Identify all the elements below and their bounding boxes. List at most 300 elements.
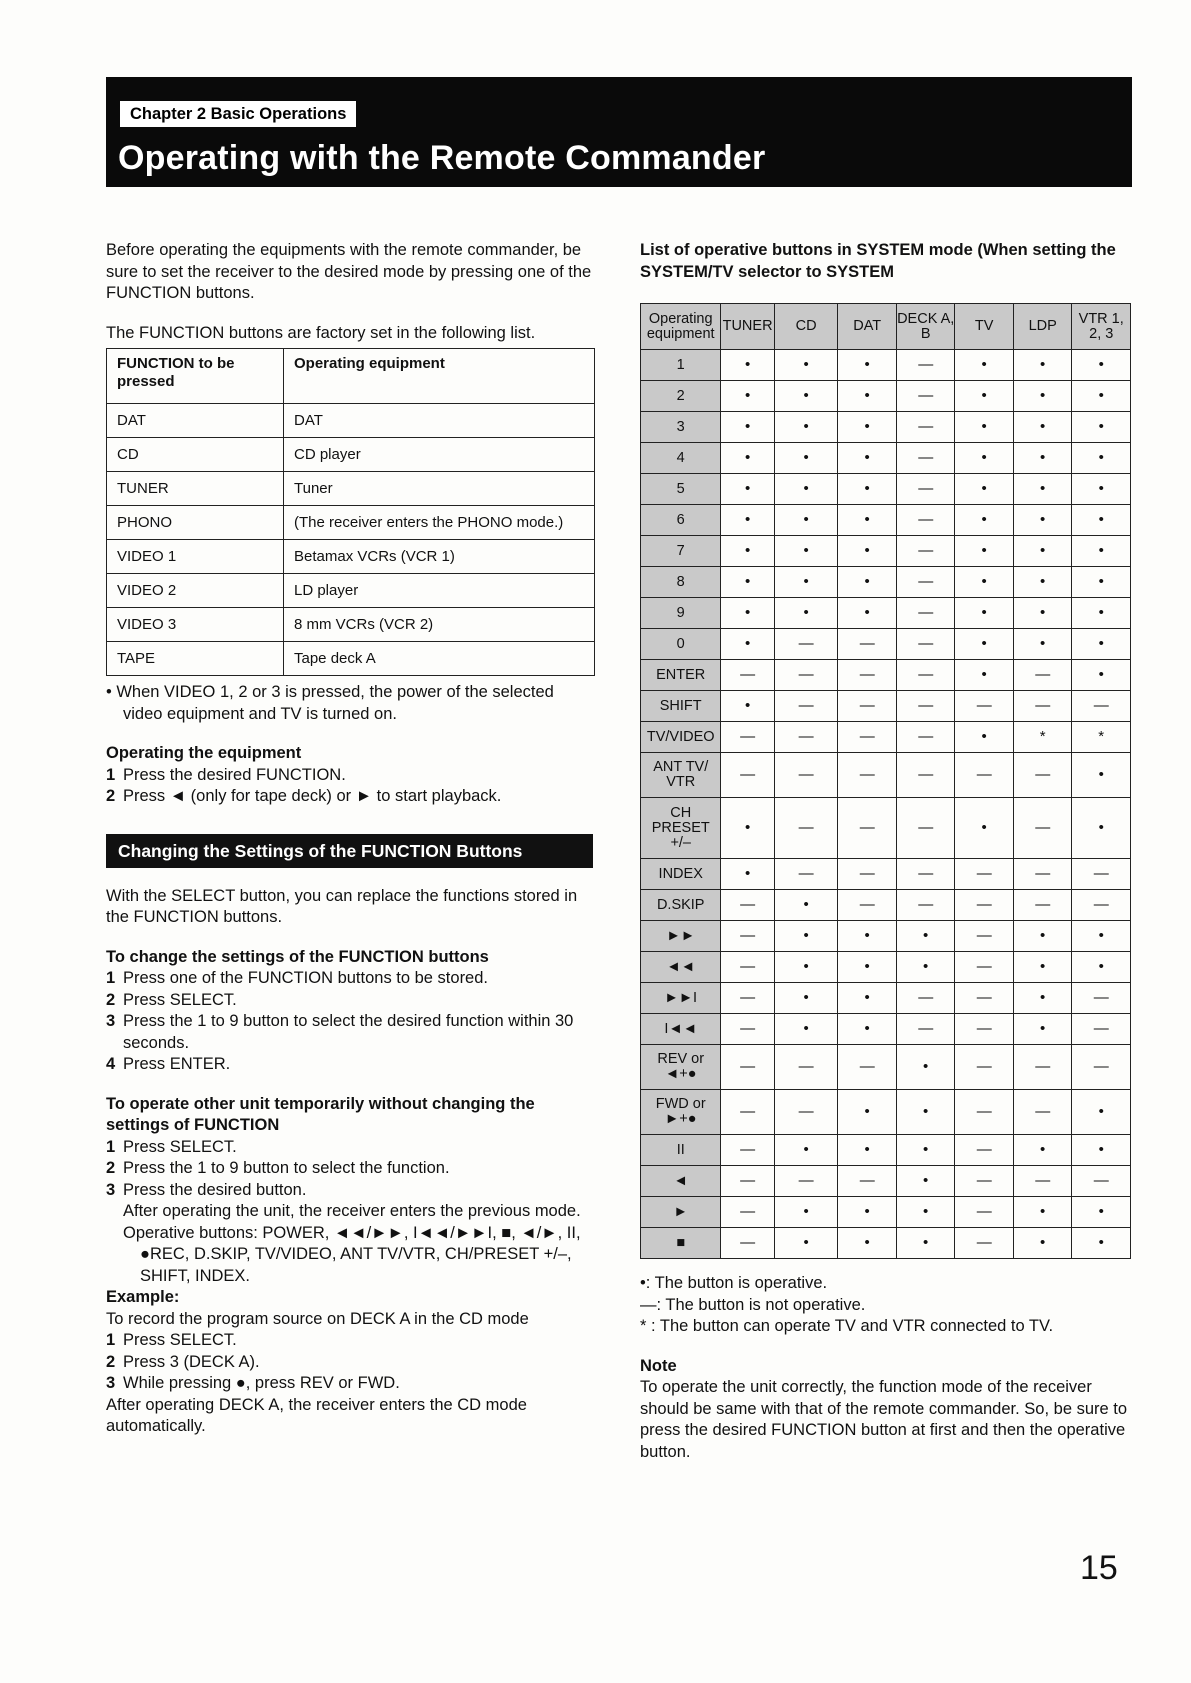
sys-cell-value: — [955, 983, 1014, 1014]
sys-cell-value: • [774, 505, 838, 536]
sys-table-row [641, 381, 1131, 412]
sys-row-label: ENTER [641, 660, 721, 691]
sys-cell-value: — [721, 1197, 774, 1228]
fn-cell-function: TUNER [107, 472, 284, 506]
sys-cell-value: — [896, 350, 955, 381]
fn-cell-function: CD [107, 438, 284, 472]
sys-cell-value: • [774, 412, 838, 443]
sys-cell-value: • [774, 952, 838, 983]
sys-cell-value: • [955, 381, 1014, 412]
sys-cell-value: • [1013, 1228, 1072, 1259]
sys-cell-value: — [838, 859, 897, 890]
step-number: 2 [106, 1159, 116, 1177]
sys-cell-value: • [1013, 350, 1072, 381]
sys-cell-value: — [896, 890, 955, 921]
sys-cell-value: — [774, 859, 838, 890]
sys-cell-value: • [1013, 983, 1072, 1014]
step-number: 3 [106, 1374, 116, 1392]
step-item [106, 1137, 596, 1159]
sys-cell-value: • [838, 1014, 897, 1045]
sys-cell-value: • [774, 1228, 838, 1259]
sys-cell-value: • [955, 350, 1014, 381]
fn-table-row [107, 472, 595, 506]
sys-cell-value: • [896, 1045, 955, 1090]
step-text: Press SELECT. [123, 1331, 237, 1349]
list-title: List of operative buttons in SYSTEM mode (When setting the SYSTEM/TV selector to SYSTEM [640, 241, 1116, 281]
fn-table-row [107, 608, 595, 642]
step-text: Press the desired FUNCTION. [123, 765, 346, 784]
sys-cell-value: — [838, 798, 897, 859]
step-number: 2 [106, 787, 116, 805]
sys-cell-value: — [955, 1166, 1014, 1197]
step-number: 1 [106, 969, 116, 987]
sys-cell-value: • [1072, 1197, 1131, 1228]
sys-cell-value: — [955, 1197, 1014, 1228]
sys-cell-value: — [721, 1135, 774, 1166]
sys-row-label: 4 [641, 443, 721, 474]
sys-cell-value: • [838, 381, 897, 412]
step-item [106, 1180, 596, 1202]
sys-cell-value: — [838, 722, 897, 753]
sys-cell-value: • [774, 350, 838, 381]
sys-cell-value: — [896, 983, 955, 1014]
example-steps [106, 1330, 596, 1395]
sys-cell-value: • [1072, 505, 1131, 536]
sys-row-label: D.SKIP [641, 890, 721, 921]
sys-cell-value: • [1013, 629, 1072, 660]
sys-cell-value: — [721, 722, 774, 753]
sys-cell-value: • [838, 350, 897, 381]
sys-header-cell: DAT [838, 304, 897, 350]
sys-cell-value: — [1072, 983, 1131, 1014]
fn-cell-function: TAPE [107, 642, 284, 676]
note-heading: Note [640, 1356, 677, 1375]
sys-row-label: II [641, 1135, 721, 1166]
sys-cell-value: — [955, 952, 1014, 983]
sys-cell-value: — [721, 921, 774, 952]
step-text: Press SELECT. [123, 990, 237, 1009]
sys-cell-value: — [955, 890, 1014, 921]
step-text: Press one of the FUNCTION buttons to be stored. [123, 969, 488, 987]
sys-cell-value: — [1013, 1045, 1072, 1090]
sys-cell-value: — [896, 753, 955, 798]
sys-cell-value: — [955, 1045, 1014, 1090]
function-table-body [107, 404, 595, 676]
sys-cell-value: — [721, 1166, 774, 1197]
sys-cell-value: — [1013, 798, 1072, 859]
note-text: To operate the unit correctly, the function mode of the receiver should be same with that of the remote commander. So, be sure to press the desired FUNCTION button at first and then the operative button. [640, 1378, 1128, 1461]
step-text: Press 3 (DECK A). [123, 1352, 260, 1371]
sys-row-label: ►► [641, 921, 721, 952]
video-note: • When VIDEO 1, 2 or 3 is pressed, the power of the selected video equipment and TV is turned on. [106, 683, 554, 723]
fn-header-equipment: Operating equipment [284, 349, 595, 404]
sys-cell-value: • [838, 567, 897, 598]
sys-cell-value: • [1072, 412, 1131, 443]
sys-cell-value: • [955, 443, 1014, 474]
step-text: Press SELECT. [123, 1137, 237, 1156]
sys-cell-value: • [774, 536, 838, 567]
sys-cell-value: • [838, 952, 897, 983]
step-text: While pressing ●, press REV or FWD. [123, 1374, 400, 1392]
sys-cell-value: • [1013, 412, 1072, 443]
sys-cell-value: — [838, 1166, 897, 1197]
sys-cell-value: — [955, 1090, 1014, 1135]
step-item [106, 765, 596, 787]
sys-cell-value: • [1013, 1135, 1072, 1166]
fn-cell-equipment: Tape deck A [284, 642, 595, 676]
sys-cell-value: • [1072, 443, 1131, 474]
step-number: 3 [106, 1180, 116, 1199]
sys-cell-value: — [838, 629, 897, 660]
sys-cell-value: • [1072, 598, 1131, 629]
sys-cell-value: • [896, 1090, 955, 1135]
sys-cell-value: — [896, 381, 955, 412]
sys-cell-value: — [838, 890, 897, 921]
sys-cell-value: • [1072, 753, 1131, 798]
step-item [106, 1158, 596, 1180]
sys-cell-value: — [896, 859, 955, 890]
select-intro: With the SELECT button, you can replace the functions stored in the FUNCTION buttons. [106, 886, 578, 926]
sys-cell-value: • [955, 722, 1014, 753]
sys-cell-value: • [774, 567, 838, 598]
fn-table-row [107, 540, 595, 574]
sys-header-cell: TUNER [721, 304, 774, 350]
sys-table-row [641, 412, 1131, 443]
function-table [106, 348, 595, 676]
sys-cell-value: — [838, 1045, 897, 1090]
change-heading: To change the settings of the FUNCTION buttons [106, 947, 489, 966]
sys-cell-value: • [955, 660, 1014, 691]
sys-table-row [641, 660, 1131, 691]
sys-table-row [641, 859, 1131, 890]
fn-header-function: FUNCTION to be pressed [107, 349, 284, 404]
sys-cell-value: • [838, 412, 897, 443]
sys-table-row [641, 1090, 1131, 1135]
sys-row-label: ◄ [641, 1166, 721, 1197]
sys-table-row [641, 443, 1131, 474]
sys-table-row [641, 691, 1131, 722]
chapter-header [106, 77, 1132, 187]
sys-cell-value: — [896, 691, 955, 722]
step-text: Press ◄ (only for tape deck) or ► to start playback. [123, 787, 502, 805]
sys-cell-value: — [896, 567, 955, 598]
sys-cell-value: • [721, 567, 774, 598]
sys-cell-value: • [896, 952, 955, 983]
sys-row-label: 1 [641, 350, 721, 381]
sys-row-label: 9 [641, 598, 721, 629]
step-text: Press the 1 to 9 button to select the desired function within 30 seconds. [123, 1012, 574, 1052]
sys-cell-value: • [1072, 536, 1131, 567]
factory-text: The FUNCTION buttons are factory set in the following list. [106, 323, 536, 342]
sys-cell-value: — [896, 598, 955, 629]
step-number: 1 [106, 765, 116, 784]
sys-cell-value: • [955, 798, 1014, 859]
sys-cell-value: — [896, 443, 955, 474]
sys-header-cell: DECK A, B [896, 304, 955, 350]
sys-row-label: 5 [641, 474, 721, 505]
sys-cell-value: — [896, 505, 955, 536]
sys-cell-value: — [896, 1014, 955, 1045]
sys-row-label: 0 [641, 629, 721, 660]
system-table-header [641, 304, 1131, 350]
sys-cell-value: — [721, 952, 774, 983]
sys-cell-value: • [955, 629, 1014, 660]
sys-table-row [641, 798, 1131, 859]
sys-cell-value: • [838, 1090, 897, 1135]
sys-table-row [641, 505, 1131, 536]
sys-cell-value: • [774, 598, 838, 629]
sys-row-label: ■ [641, 1228, 721, 1259]
chapter-label: Chapter 2 Basic Operations [120, 101, 356, 127]
sys-row-label: FWD or ►+● [641, 1090, 721, 1135]
sys-cell-value: • [1013, 536, 1072, 567]
sys-cell-value: — [721, 1045, 774, 1090]
legend [640, 1273, 1132, 1338]
fn-cell-function: PHONO [107, 506, 284, 540]
sys-cell-value: • [721, 443, 774, 474]
fn-cell-equipment: 8 mm VCRs (VCR 2) [284, 608, 595, 642]
sys-row-label: 6 [641, 505, 721, 536]
sys-cell-value: • [1013, 921, 1072, 952]
sys-cell-value: • [838, 505, 897, 536]
sys-cell-value: • [1013, 443, 1072, 474]
sys-cell-value: • [721, 505, 774, 536]
sys-table-row [641, 1197, 1131, 1228]
temp-after: After operating the unit, the receiver enters the previous mode. [123, 1202, 581, 1220]
step-item [106, 1054, 596, 1076]
fn-table-row [107, 404, 595, 438]
sys-table-row [641, 890, 1131, 921]
page-title: Operating with the Remote Commander [118, 139, 766, 177]
sys-cell-value: — [1072, 691, 1131, 722]
sys-cell-value: • [1072, 1135, 1131, 1166]
sys-cell-value: • [721, 691, 774, 722]
fn-cell-equipment: DAT [284, 404, 595, 438]
sys-cell-value: • [721, 474, 774, 505]
sys-table-row [641, 536, 1131, 567]
sys-cell-value: • [1013, 381, 1072, 412]
example-after: After operating DECK A, the receiver enters the CD mode automatically. [106, 1395, 527, 1435]
sys-table-row [641, 1135, 1131, 1166]
sys-cell-value: — [721, 1090, 774, 1135]
sys-table-row [641, 350, 1131, 381]
sys-cell-value: • [721, 412, 774, 443]
step-item [106, 1352, 596, 1374]
sys-cell-value: • [1072, 629, 1131, 660]
sys-cell-value: — [896, 536, 955, 567]
sys-table-row [641, 722, 1131, 753]
sys-cell-value: • [774, 1014, 838, 1045]
sys-cell-value: — [774, 753, 838, 798]
step-number: 1 [106, 1331, 116, 1349]
step-text: Press the desired button. [123, 1180, 307, 1199]
sys-table-row [641, 1228, 1131, 1259]
sys-header-cell: VTR 1, 2, 3 [1072, 304, 1131, 350]
sys-cell-value: • [896, 1166, 955, 1197]
sys-cell-value: • [1013, 474, 1072, 505]
sys-cell-value: • [721, 381, 774, 412]
sys-cell-value: • [1013, 505, 1072, 536]
sys-row-label: I◄◄ [641, 1014, 721, 1045]
fn-cell-equipment: LD player [284, 574, 595, 608]
step-number: 4 [106, 1055, 116, 1073]
sys-cell-value: • [955, 567, 1014, 598]
sys-row-label: ►►I [641, 983, 721, 1014]
sys-cell-value: • [721, 629, 774, 660]
sys-cell-value: — [896, 412, 955, 443]
system-table-body [641, 350, 1131, 1259]
operating-heading: Operating the equipment [106, 744, 302, 762]
fn-table-row [107, 642, 595, 676]
sys-row-label: REV or ◄+● [641, 1045, 721, 1090]
sys-cell-value: • [721, 859, 774, 890]
step-number: 1 [106, 1137, 116, 1156]
step-number: 2 [106, 990, 116, 1009]
sys-table-row [641, 598, 1131, 629]
sys-row-label: ► [641, 1197, 721, 1228]
sys-cell-value: — [896, 474, 955, 505]
sys-cell-value: — [721, 753, 774, 798]
sys-cell-value: • [1072, 660, 1131, 691]
sys-cell-value: • [838, 983, 897, 1014]
fn-cell-equipment: CD player [284, 438, 595, 472]
sys-cell-value: — [774, 722, 838, 753]
sys-cell-value: • [838, 921, 897, 952]
step-item [106, 786, 596, 808]
step-item [106, 1373, 596, 1395]
sys-cell-value: — [774, 1166, 838, 1197]
sys-cell-value: • [1013, 1197, 1072, 1228]
sys-cell-value: • [896, 1197, 955, 1228]
sys-cell-value: — [1072, 1166, 1131, 1197]
sys-cell-value: • [838, 1135, 897, 1166]
sys-cell-value: — [955, 753, 1014, 798]
fn-cell-function: VIDEO 2 [107, 574, 284, 608]
sys-row-label: 7 [641, 536, 721, 567]
sys-cell-value: • [838, 474, 897, 505]
sys-cell-value: — [721, 983, 774, 1014]
sys-cell-value: • [838, 1197, 897, 1228]
sys-row-label: SHIFT [641, 691, 721, 722]
sys-header-cell: Operating equipment [641, 304, 721, 350]
sys-cell-value: • [955, 412, 1014, 443]
sys-table-row [641, 921, 1131, 952]
example-heading: Example: [106, 1288, 180, 1306]
sys-cell-value: • [1072, 1090, 1131, 1135]
sys-cell-value: — [955, 1135, 1014, 1166]
sys-table-row [641, 952, 1131, 983]
sys-cell-value: — [955, 691, 1014, 722]
sys-table-row [641, 567, 1131, 598]
sys-cell-value: — [1013, 1166, 1072, 1197]
sys-cell-value: — [955, 1014, 1014, 1045]
step-item [106, 1330, 596, 1352]
sys-table-row [641, 1045, 1131, 1090]
sys-cell-value: — [721, 890, 774, 921]
legend-operative: •: The button is operative. [640, 1274, 828, 1292]
sys-header-cell: TV [955, 304, 1014, 350]
sys-cell-value: — [1072, 890, 1131, 921]
sys-cell-value: • [1013, 598, 1072, 629]
sys-row-label: 3 [641, 412, 721, 443]
sys-cell-value: — [1072, 859, 1131, 890]
sys-cell-value: • [774, 1197, 838, 1228]
sys-row-label: ◄◄ [641, 952, 721, 983]
sys-cell-value: — [896, 722, 955, 753]
sys-table-row [641, 1014, 1131, 1045]
sys-cell-value: — [1013, 859, 1072, 890]
sys-cell-value: • [1072, 474, 1131, 505]
sys-cell-value: — [721, 1228, 774, 1259]
fn-table-row [107, 574, 595, 608]
step-number: 3 [106, 1012, 116, 1030]
sys-cell-value: — [955, 1228, 1014, 1259]
section-title: Changing the Settings of the FUNCTION Buttons [106, 834, 593, 868]
page-number: 15 [1080, 1549, 1118, 1587]
temp-buttons: Operative buttons: POWER, ◄◄/►►, I◄◄/►►I, ■, ◄/►, II, ●REC, D.SKIP, TV/VIDEO, ANT TV/VTR, CH/PRESET +/–, SHIFT, INDEX. [123, 1223, 581, 1285]
sys-cell-value: • [774, 1135, 838, 1166]
sys-cell-value: — [896, 798, 955, 859]
sys-cell-value: — [896, 660, 955, 691]
sys-cell-value: • [774, 921, 838, 952]
sys-cell-value: • [774, 474, 838, 505]
sys-cell-value: — [721, 660, 774, 691]
sys-cell-value: * [1013, 722, 1072, 753]
sys-cell-value: • [955, 505, 1014, 536]
sys-cell-value: — [838, 660, 897, 691]
sys-cell-value: • [896, 1135, 955, 1166]
sys-table-row [641, 1166, 1131, 1197]
left-column [106, 240, 596, 1438]
step-text: Press ENTER. [123, 1055, 231, 1073]
sys-cell-value: — [1013, 691, 1072, 722]
sys-cell-value: • [896, 1228, 955, 1259]
sys-cell-value: • [1072, 567, 1131, 598]
fn-cell-equipment: (The receiver enters the PHONO mode.) [284, 506, 595, 540]
sys-row-label: ANT TV/ VTR [641, 753, 721, 798]
sys-cell-value: — [1072, 1014, 1131, 1045]
fn-cell-function: DAT [107, 404, 284, 438]
sys-row-label: 8 [641, 567, 721, 598]
sys-cell-value: • [838, 598, 897, 629]
fn-cell-function: VIDEO 3 [107, 608, 284, 642]
sys-cell-value: • [838, 536, 897, 567]
sys-cell-value: — [1072, 1045, 1131, 1090]
sys-cell-value: — [721, 1014, 774, 1045]
temp-heading: To operate other unit temporarily without changing the settings of FUNCTION [106, 1094, 535, 1134]
step-text: Press the 1 to 9 button to select the function. [123, 1159, 450, 1177]
sys-cell-value: — [774, 660, 838, 691]
step-item [106, 968, 596, 990]
fn-cell-function: VIDEO 1 [107, 540, 284, 574]
sys-row-label: 2 [641, 381, 721, 412]
sys-table-row [641, 474, 1131, 505]
fn-cell-equipment: Betamax VCRs (VCR 1) [284, 540, 595, 574]
sys-cell-value: • [1072, 921, 1131, 952]
step-item [106, 1011, 596, 1054]
sys-table-row [641, 983, 1131, 1014]
sys-cell-value: • [1013, 567, 1072, 598]
sys-cell-value: • [1072, 952, 1131, 983]
sys-cell-value: • [774, 381, 838, 412]
sys-header-cell: LDP [1013, 304, 1072, 350]
sys-cell-value: — [1013, 1090, 1072, 1135]
sys-cell-value: — [774, 1090, 838, 1135]
sys-cell-value: • [721, 536, 774, 567]
sys-row-label: INDEX [641, 859, 721, 890]
sys-cell-value: • [1072, 798, 1131, 859]
sys-cell-value: — [955, 859, 1014, 890]
